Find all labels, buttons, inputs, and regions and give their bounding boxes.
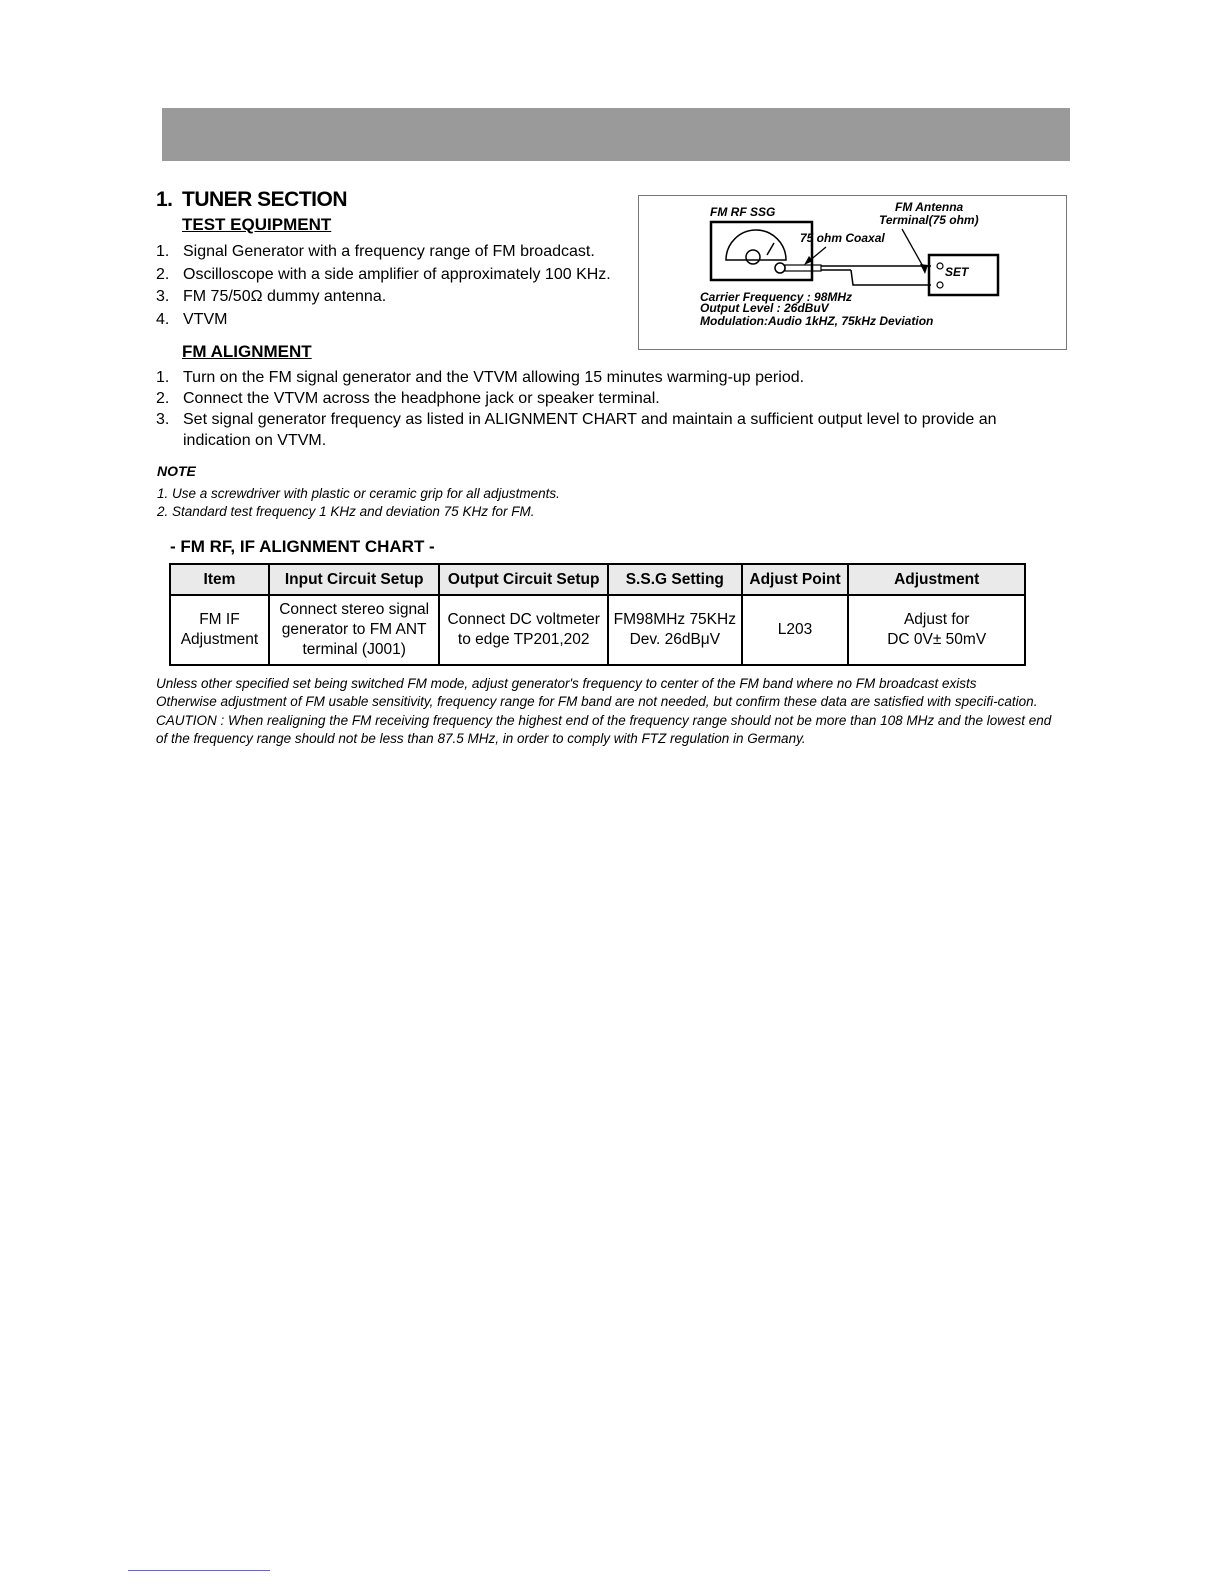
coax-connector-icon: [775, 263, 785, 273]
footer-notes: [156, 675, 1066, 748]
list-item: 1. Signal Generator with a frequency range of FM broadcast.: [156, 243, 595, 260]
bottom-link-underline: [128, 1570, 270, 1571]
footer-paragraph: Unless other specified set being switched FM mode, adjust generator's frequency to center of the FM band where no FM broadcast exists: [156, 676, 977, 691]
arrow-line: [902, 229, 925, 270]
cell-ssg-setting: FM98MHz 75KHz Dev. 26dBμV: [608, 595, 742, 665]
column-header: Adjust Point: [742, 564, 849, 595]
list-item: 2. Connect the VTVM across the headphone jack or speaker terminal.: [156, 390, 660, 407]
set-label: SET: [945, 265, 969, 279]
alignment-chart-table: [169, 563, 1026, 666]
list-item: 1. Turn on the FM signal generator and the VTVM allowing 15 minutes warming-up period.: [156, 369, 805, 386]
cell-item: FM IF Adjustment: [170, 595, 269, 665]
test-setup-diagram: [638, 195, 1067, 350]
spec-carrier: Carrier Frequency : 98MHz: [700, 290, 853, 304]
cable-label: 75 ohm Coaxal: [800, 231, 885, 245]
arrow-head-icon: [920, 264, 928, 274]
section-number: 1.: [156, 188, 173, 211]
spec-output-level: Output Level : 26dBuV: [700, 301, 829, 315]
coax-plug: [785, 265, 821, 271]
list-item: 3. FM 75/50Ω dummy antenna.: [156, 288, 387, 305]
generator-dial-icon: [726, 230, 786, 260]
list-item: 4. VTVM: [156, 310, 228, 328]
dial-needle: [767, 243, 774, 255]
fm-alignment-list: [156, 367, 1056, 451]
spec-modulation: Modulation:Audio 1kHZ, 75kHz Deviation: [700, 314, 934, 328]
note-title: NOTE: [157, 463, 196, 479]
chart-title: - FM RF, IF ALIGNMENT CHART -: [170, 537, 435, 556]
note-list: [157, 485, 560, 521]
cell-adjust-point: L203: [742, 595, 849, 665]
cell-output-setup: Connect DC voltmeter to edge TP201,202: [439, 595, 608, 665]
terminal-icon: [937, 282, 943, 288]
column-header: S.S.G Setting: [608, 564, 742, 595]
list-item: 3. Set signal generator frequency as listed in ALIGNMENT CHART and maintain a sufficient output level to provide an indication on VTVM.: [156, 411, 997, 449]
antenna-label: FM Antenna: [895, 200, 964, 214]
section-title: [156, 188, 347, 212]
column-header: Output Circuit Setup: [439, 564, 608, 595]
section-title-text: TUNER SECTION: [182, 188, 348, 211]
list-item: 2. Standard test frequency 1 KHz and deviation 75 KHz for FM.: [157, 504, 535, 519]
test-equipment-heading: TEST EQUIPMENT: [182, 215, 332, 234]
column-header: Input Circuit Setup: [269, 564, 440, 595]
cell-input-setup: Connect stereo signal generator to FM ANT terminal (J001): [269, 595, 440, 665]
table-row: [170, 595, 1025, 665]
antenna-label: Terminal(75 ohm): [879, 213, 979, 227]
list-item: 1. Use a screwdriver with plastic or ceramic grip for all adjustments.: [157, 486, 560, 501]
fm-alignment-heading: FM ALIGNMENT: [182, 342, 312, 361]
column-header: Item: [170, 564, 269, 595]
column-header: Adjustment: [848, 564, 1025, 595]
list-item: 2. Oscilloscope with a side amplifier of approximately 100 KHz.: [156, 265, 611, 283]
cable-line: [851, 270, 931, 285]
table-header-row: [170, 564, 1025, 595]
generator-label: FM RF SSG: [710, 205, 776, 219]
test-equipment-list: [156, 241, 611, 331]
generator-knob-icon: [746, 250, 760, 264]
footer-caution: CAUTION : When realigning the FM receiving frequency the highest end of the frequency range should not be more than 108 MHz and the lowest end of the frequency range should not be less than 87.5 MHz, in order to comply with FTZ regulation in Germany.: [156, 712, 1052, 746]
cell-adjustment: Adjust for DC 0V± 50mV: [848, 595, 1025, 665]
footer-paragraph: Otherwise adjustment of FM usable sensitivity, frequency range for FM band are not needed, but confirm these data are satisfied with specifi-cation.: [156, 694, 1038, 710]
terminal-icon: [937, 263, 943, 269]
section-banner: [162, 108, 1070, 161]
